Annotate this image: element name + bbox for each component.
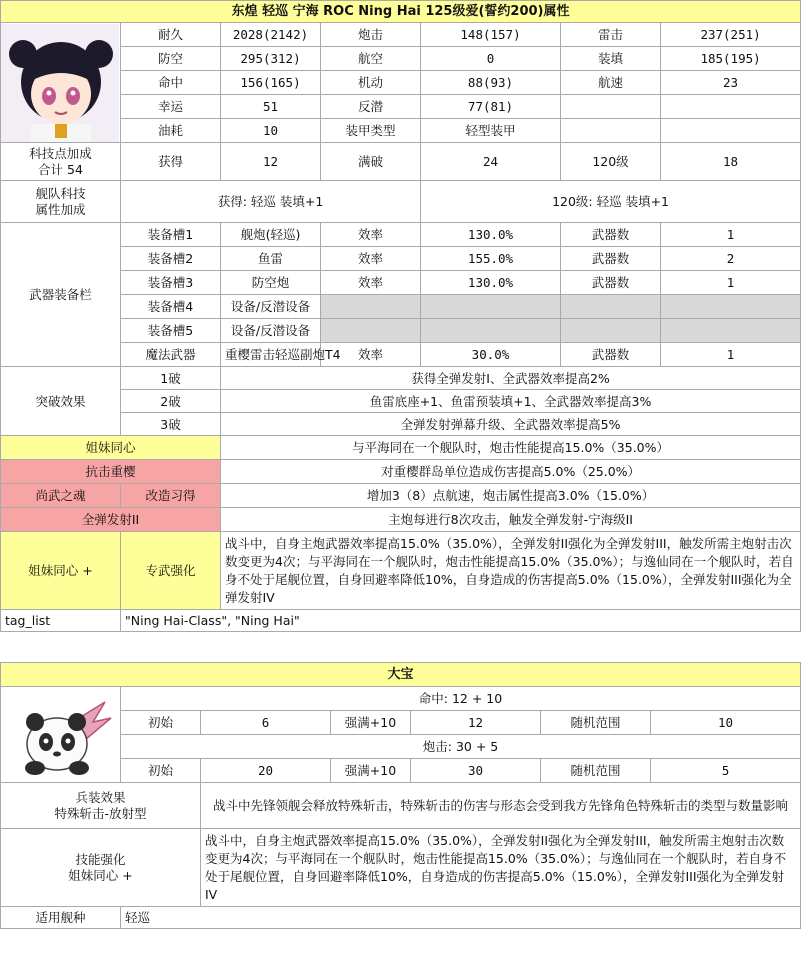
- empty-gray-cell: [661, 319, 801, 343]
- weapon-count-label: 武器数: [561, 271, 661, 295]
- ship-type-value: 轻巡: [121, 907, 801, 929]
- empty-gray-cell: [561, 295, 661, 319]
- breakthrough-level: 1破: [121, 367, 221, 390]
- empty-gray-cell: [561, 319, 661, 343]
- stat-label-oil: 油耗: [121, 119, 221, 143]
- weapon-eff-label: 效率: [321, 271, 421, 295]
- weapon-count-label: 武器数: [561, 223, 661, 247]
- stat-value-torpedo: 237(251): [661, 23, 801, 47]
- empty-cell: [561, 95, 661, 119]
- stat-label-accuracy: 命中: [121, 71, 221, 95]
- skill-name: 姐妹同心: [1, 436, 221, 460]
- stat-label-armor: 装甲类型: [321, 119, 421, 143]
- stat-label-speed: 航速: [561, 71, 661, 95]
- weapon-count-value: 2: [661, 247, 801, 271]
- weapon-slot-type: 重樱雷击轻巡副炮T4: [221, 343, 321, 367]
- skill-text: 对重樱群岛单位造成伤害提高5.0%（25.0%）: [221, 460, 801, 484]
- weapon-eff-label: 效率: [321, 343, 421, 367]
- weapon-slot-name: 装备槽1: [121, 223, 221, 247]
- stat-label-aviation: 航空: [321, 47, 421, 71]
- weapon-slot-type: 设备/反潜设备: [221, 295, 321, 319]
- weapon-slot-type: 防空炮: [221, 271, 321, 295]
- gear-skill-text: 战斗中，自身主炮武器效率提高15.0%（35.0%），全弹发射II强化为全弹发射III，触发所需主炮射击次数变更为4次；与平海同在一个舰队时，炮击性能提高15.0%（35.0%）；与逸仙同在一个舰队时，若自身不处于尾舰位置，自身回避率降低10%，自身造成的伤害提高5.0%（15.0%），全弹发射III强化为全弹发射IV: [201, 829, 801, 907]
- tech-lv120-value: 18: [661, 143, 801, 181]
- gear-max-label: 强满+10: [331, 759, 411, 783]
- tech-limitbreak-label: 满破: [321, 143, 421, 181]
- breakthrough-text: 鱼雷底座+1、鱼雷预装填+1、全武器效率提高3%: [221, 390, 801, 413]
- skill-name: 抗击重樱: [1, 460, 221, 484]
- special-skill-name: 姐妹同心 +: [1, 532, 121, 610]
- weapon-count-label: 武器数: [561, 343, 661, 367]
- skill-text: 增加3（8）点航速，炮击属性提高3.0%（15.0%）: [221, 484, 801, 508]
- weapon-slot-type: 舰炮(轻巡): [221, 223, 321, 247]
- special-skill-source: 专武强化: [121, 532, 221, 610]
- gear-random-value: 5: [651, 759, 801, 783]
- stat-value-armor: 轻型装甲: [421, 119, 561, 143]
- empty-gray-cell: [661, 295, 801, 319]
- stat-label-aa: 防空: [121, 47, 221, 71]
- tech-gain-value: 12: [221, 143, 321, 181]
- weapon-slot-name: 魔法武器: [121, 343, 221, 367]
- weapon-eff-value: 130.0%: [421, 223, 561, 247]
- gear-stat1-header: 命中: 12 + 10: [121, 687, 801, 711]
- weapon-count-value: 1: [661, 223, 801, 247]
- gear-initial-label: 初始: [121, 759, 201, 783]
- weapon-eff-value: 30.0%: [421, 343, 561, 367]
- stat-label-evasion: 机动: [321, 71, 421, 95]
- weapon-slot-type: 设备/反潜设备: [221, 319, 321, 343]
- weapon-slots-label: 武器装备栏: [1, 223, 121, 367]
- weapon-slot-name: 装备槽2: [121, 247, 221, 271]
- skill-source: 改造习得: [121, 484, 221, 508]
- stat-value-aviation: 0: [421, 47, 561, 71]
- special-skill-text: 战斗中，自身主炮武器效率提高15.0%（35.0%），全弹发射II强化为全弹发射III，触发所需主炮射击次数变更为4次；与平海同在一个舰队时，炮击性能提高15.0%（35.0%）；与逸仙同在一个舰队时，若自身不处于尾舰位置，自身回避率降低10%，自身造成的伤害提高5.0%（15.0%），全弹发射III强化为全弹发射IV: [221, 532, 801, 610]
- skill-text: 主炮每进行8次攻击，触发全弹发射-宁海级II: [221, 508, 801, 532]
- gear-icon: [1, 687, 121, 783]
- tag-list-value: "Ning Hai-Class", "Ning Hai": [121, 610, 801, 632]
- breakthrough-text: 全弹发射弹幕升级、全武器效率提高5%: [221, 413, 801, 436]
- weapon-eff-label: 效率: [321, 223, 421, 247]
- stat-label-torpedo: 雷击: [561, 23, 661, 47]
- breakthrough-level: 2破: [121, 390, 221, 413]
- gear-initial-value: 20: [201, 759, 331, 783]
- empty-gray-cell: [421, 295, 561, 319]
- empty-cell: [661, 119, 801, 143]
- weapon-count-value: 1: [661, 271, 801, 295]
- tech-points-label: 科技点加成 合计 54: [1, 143, 121, 181]
- gear-max-value: 30: [411, 759, 541, 783]
- breakthrough-label: 突破效果: [1, 367, 121, 436]
- stat-label-hp: 耐久: [121, 23, 221, 47]
- breakthrough-text: 获得全弹发射I、全武器效率提高2%: [221, 367, 801, 390]
- gear-effect-label: 兵装效果 特殊斩击-放射型: [1, 783, 201, 829]
- breakthrough-level: 3破: [121, 413, 221, 436]
- skill-name: 尚武之魂: [1, 484, 121, 508]
- empty-gray-cell: [321, 319, 421, 343]
- stat-value-speed: 23: [661, 71, 801, 95]
- tech-limitbreak-value: 24: [421, 143, 561, 181]
- stat-value-asw: 77(81): [421, 95, 561, 119]
- ship-title: 东煌 轻巡 宁海 ROC Ning Hai 125级爱(誓约200)属性: [1, 1, 801, 23]
- weapon-slot-name: 装备槽5: [121, 319, 221, 343]
- stat-label-luck: 幸运: [121, 95, 221, 119]
- gear-random-label: 随机范围: [541, 711, 651, 735]
- stat-value-accuracy: 156(165): [221, 71, 321, 95]
- stat-label-asw: 反潜: [321, 95, 421, 119]
- stat-value-firepower: 148(157): [421, 23, 561, 47]
- ship-portrait-image: [1, 24, 119, 142]
- weapon-slot-name: 装备槽3: [121, 271, 221, 295]
- weapon-eff-value: 155.0%: [421, 247, 561, 271]
- weapon-eff-label: 效率: [321, 247, 421, 271]
- gear-random-value: 10: [651, 711, 801, 735]
- gear-random-label: 随机范围: [541, 759, 651, 783]
- stat-value-evasion: 88(93): [421, 71, 561, 95]
- tag-list-label: tag_list: [1, 610, 121, 632]
- gear-initial-label: 初始: [121, 711, 201, 735]
- skill-name: 全弹发射II: [1, 508, 221, 532]
- gear-effect-text: 战斗中先锋领舰会释放特殊斩击，特殊斩击的伤害与形态会受到我方先锋角色特殊斩击的类型与数量影响: [201, 783, 801, 829]
- empty-gray-cell: [421, 319, 561, 343]
- tech-lv120-label: 120级: [561, 143, 661, 181]
- stat-value-luck: 51: [221, 95, 321, 119]
- weapon-slot-name: 装备槽4: [121, 295, 221, 319]
- fleet-tech-lv120: 120级: 轻巡 装填+1: [421, 181, 801, 223]
- weapon-slot-type: 鱼雷: [221, 247, 321, 271]
- gear-initial-value: 6: [201, 711, 331, 735]
- empty-gray-cell: [321, 295, 421, 319]
- gear-stat2-header: 炮击: 30 + 5: [121, 735, 801, 759]
- stat-label-firepower: 炮击: [321, 23, 421, 47]
- skill-text: 与平海同在一个舰队时，炮击性能提高15.0%（35.0%）: [221, 436, 801, 460]
- empty-cell: [561, 119, 661, 143]
- gear-max-label: 强满+10: [331, 711, 411, 735]
- weapon-count-value: 1: [661, 343, 801, 367]
- stat-value-hp: 2028(2142): [221, 23, 321, 47]
- panda-icon: [1, 688, 119, 782]
- ship-type-label: 适用舰种: [1, 907, 121, 929]
- gear-title: 大宝: [1, 663, 801, 687]
- tech-gain-label: 获得: [121, 143, 221, 181]
- gear-table: [0, 662, 801, 929]
- stat-value-oil: 10: [221, 119, 321, 143]
- stat-value-aa: 295(312): [221, 47, 321, 71]
- gear-skill-label: 技能强化 姐妹同心 +: [1, 829, 201, 907]
- fleet-tech-gain: 获得: 轻巡 装填+1: [121, 181, 421, 223]
- gear-max-value: 12: [411, 711, 541, 735]
- weapon-eff-value: 130.0%: [421, 271, 561, 295]
- fleet-tech-label: 舰队科技 属性加成: [1, 181, 121, 223]
- empty-cell: [661, 95, 801, 119]
- weapon-count-label: 武器数: [561, 247, 661, 271]
- ship-portrait: [1, 23, 121, 143]
- stat-value-reload: 185(195): [661, 47, 801, 71]
- stat-label-reload: 装填: [561, 47, 661, 71]
